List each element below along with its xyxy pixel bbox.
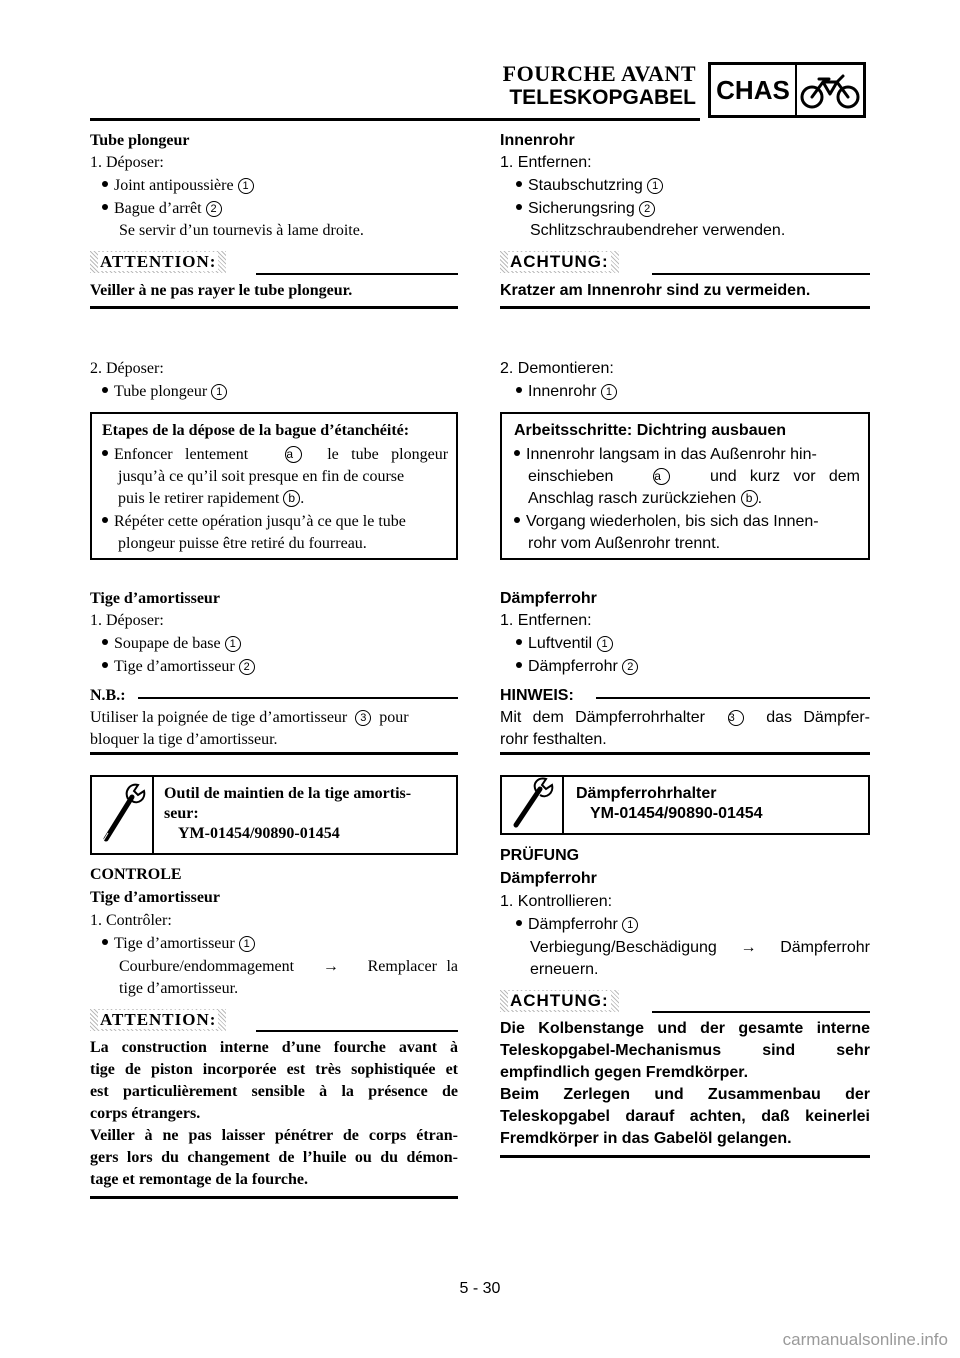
tool-name: Outil de maintien de la tige amortis- [164, 785, 412, 802]
list-item: Tube plongeur 1 [102, 381, 227, 403]
box-line: puis le retirer rapidement b . [118, 490, 305, 507]
hinweis-line: Mit dem Dämpferrohrhalter 3 das Dämpfer- [500, 709, 870, 726]
tool-box [500, 775, 870, 835]
tool-box [90, 775, 458, 855]
list-item: Sicherungsring 2 [516, 198, 655, 220]
warning-text: Kratzer am Innenrohr sind zu vermeiden. [500, 282, 811, 299]
check-line: Verbiegung/Beschädigung → Dämpferrohr [530, 939, 871, 956]
step: 2. Demontieren: [500, 360, 614, 377]
step: 1. Contrôler: [90, 912, 172, 929]
section-title: Dämpferrohr [500, 870, 597, 887]
section-heading: PRÜFUNG [500, 847, 580, 864]
hinweis-line: rohr festhalten. [500, 731, 607, 748]
bullet-icon [102, 181, 108, 187]
tool-number: YM-01454/90890-01454 [178, 825, 340, 842]
section-title: Tube plongeur [90, 132, 190, 149]
header-title-de: TELESKOPGABEL [509, 86, 696, 109]
bullet-icon [102, 204, 108, 210]
check-line: tige d’amortisseur. [119, 980, 239, 997]
warning-text: corps étrangers. [90, 1105, 201, 1122]
box-line: einschieben a und kurz vor dem [528, 468, 861, 485]
attention-label: ATTENTION: [90, 251, 226, 273]
box-line: plongeur puisse être retiré du fourreau. [118, 535, 367, 552]
bullet-icon [516, 639, 522, 645]
bullet-icon [514, 517, 520, 523]
divider [90, 1196, 458, 1199]
box-line: Anschlag rasch zurückziehen b . [528, 490, 763, 507]
nb-label: N.B.: [90, 687, 126, 704]
warning-text: Teleskopgabel-Mechanismus sind sehr [500, 1042, 870, 1059]
divider [138, 697, 458, 699]
hinweis-label: HINWEIS: [500, 687, 574, 704]
box-line: Innenrohr langsam in das Außenrohr hin- [514, 444, 817, 466]
tool-name: seur: [164, 805, 199, 822]
section-title: Dämpferrohr [500, 590, 597, 607]
bullet-icon [102, 662, 108, 668]
warning-text: gers lors du changement de l’huile ou du démon- [90, 1149, 458, 1166]
section-title: Innenrohr [500, 132, 575, 149]
section-badge [708, 62, 866, 118]
step: 1. Entfernen: [500, 154, 592, 171]
box-line: Vorgang wiederholen, bis sich das Innen- [514, 511, 819, 533]
bullet-icon [516, 662, 522, 668]
divider [256, 1030, 458, 1032]
list-item: Innenrohr 1 [516, 381, 617, 403]
achtung-label: ACHTUNG: [500, 990, 619, 1012]
divider [500, 306, 870, 309]
list-item: Dämpferrohr 1 [516, 914, 638, 936]
box-line: Enfoncer lentement a le tube plongeur [102, 444, 448, 466]
list-item: Bague d’arrêt 2 [102, 198, 222, 220]
bullet-icon [102, 450, 108, 456]
section-heading: CONTROLE [90, 866, 182, 883]
bullet-icon [516, 387, 522, 393]
divider [256, 273, 458, 275]
list-item: Dämpferrohr 2 [516, 656, 638, 678]
box-title: Arbeitsschritte: Dichtring ausbauen [514, 422, 787, 439]
step: 1. Déposer: [90, 612, 164, 629]
divider [500, 752, 870, 755]
list-item: Tige d’amortisseur 2 [102, 656, 255, 678]
step: 1. Déposer: [90, 154, 164, 171]
bullet-icon [102, 939, 108, 945]
warning-text: Die Kolbenstange und der gesamte interne [500, 1020, 870, 1037]
watermark: carmanualsonline.info [782, 1330, 948, 1349]
box-title: Etapes de la dépose de la bague d’étanchéité: [102, 422, 410, 439]
header-rule [90, 118, 700, 121]
arrow-icon: → [322, 958, 339, 975]
procedure-box [90, 412, 458, 560]
warning-text: Fremdkörper in das Gabelöl gelangen. [500, 1130, 792, 1147]
step: 2. Déposer: [90, 360, 164, 377]
warning-text: empfindlich gegen Fremdkörper. [500, 1064, 749, 1081]
bullet-icon [516, 181, 522, 187]
bullet-icon [516, 920, 522, 926]
achtung-label: ACHTUNG: [500, 251, 619, 273]
list-item: Staubschutzring 1 [516, 175, 663, 197]
nb-line: Utiliser la poignée de tige d’amortisseur 3 pour [90, 709, 409, 726]
warning-text: est particulièrement sensible à la présence de [90, 1083, 458, 1100]
motorcycle-icon [797, 65, 863, 115]
divider [652, 1011, 870, 1013]
warning-text: tige de piston incorporée est très sophistiquée et [90, 1061, 458, 1078]
divider [90, 306, 458, 309]
bullet-icon [516, 204, 522, 210]
list-item: Soupape de base 1 [102, 633, 241, 655]
procedure-box [500, 412, 870, 560]
bullet-icon [514, 450, 520, 456]
bullet-icon [102, 517, 108, 523]
box-line: Répéter cette opération jusqu’à ce que le tube [102, 511, 406, 533]
check-line: Courbure/endommagement → Remplacer la [119, 958, 459, 975]
divider [652, 273, 870, 275]
attention-label: ATTENTION: [90, 1009, 226, 1031]
tool-number: YM-01454/90890-01454 [590, 805, 763, 822]
arrow-icon: → [740, 939, 757, 956]
bullet-icon [102, 387, 108, 393]
section-title: Tige d’amortisseur [90, 590, 220, 607]
list-item: Luftventil 1 [516, 633, 613, 655]
box-line: rohr vom Außenrohr trennt. [528, 535, 721, 552]
divider [596, 697, 870, 699]
nb-line: bloquer la tige d’amortisseur. [90, 731, 278, 748]
note: Schlitzschraubendreher verwenden. [530, 222, 786, 239]
box-line: jusqu’à ce qu’il soit presque en fin de course [118, 468, 405, 485]
list-item: Joint antipoussière 1 [102, 175, 254, 197]
divider [90, 752, 458, 755]
list-item: Tige d’amortisseur 1 [102, 933, 255, 955]
tool-name: Dämpferrohrhalter [576, 785, 717, 802]
wrench-icon [502, 777, 564, 833]
divider [500, 1155, 870, 1158]
check-line: erneuern. [530, 961, 599, 978]
step: 1. Kontrollieren: [500, 893, 613, 910]
section-title: Tige d’amortisseur [90, 889, 220, 906]
page-number: 5 - 30 [459, 1280, 501, 1297]
warning-text: Veiller à ne pas laisser pénétrer de corps étran- [90, 1127, 458, 1144]
section-label: CHAS [711, 65, 797, 115]
warning-text: La construction interne d’une fourche avant à [90, 1039, 458, 1056]
warning-text: Beim Zerlegen und Zusammenbau der [500, 1086, 870, 1103]
warning-text: tage et remontage de la fourche. [90, 1171, 309, 1188]
warning-text: Teleskopgabel darauf achten, daß keinerlei [500, 1108, 870, 1125]
step: 1. Entfernen: [500, 612, 592, 629]
header-title-fr: FOURCHE AVANT [502, 61, 696, 86]
bullet-icon [102, 639, 108, 645]
wrench-icon [92, 777, 154, 853]
warning-text: Veiller à ne pas rayer le tube plongeur. [90, 282, 353, 299]
note: Se servir d’un tournevis à lame droite. [119, 222, 364, 239]
